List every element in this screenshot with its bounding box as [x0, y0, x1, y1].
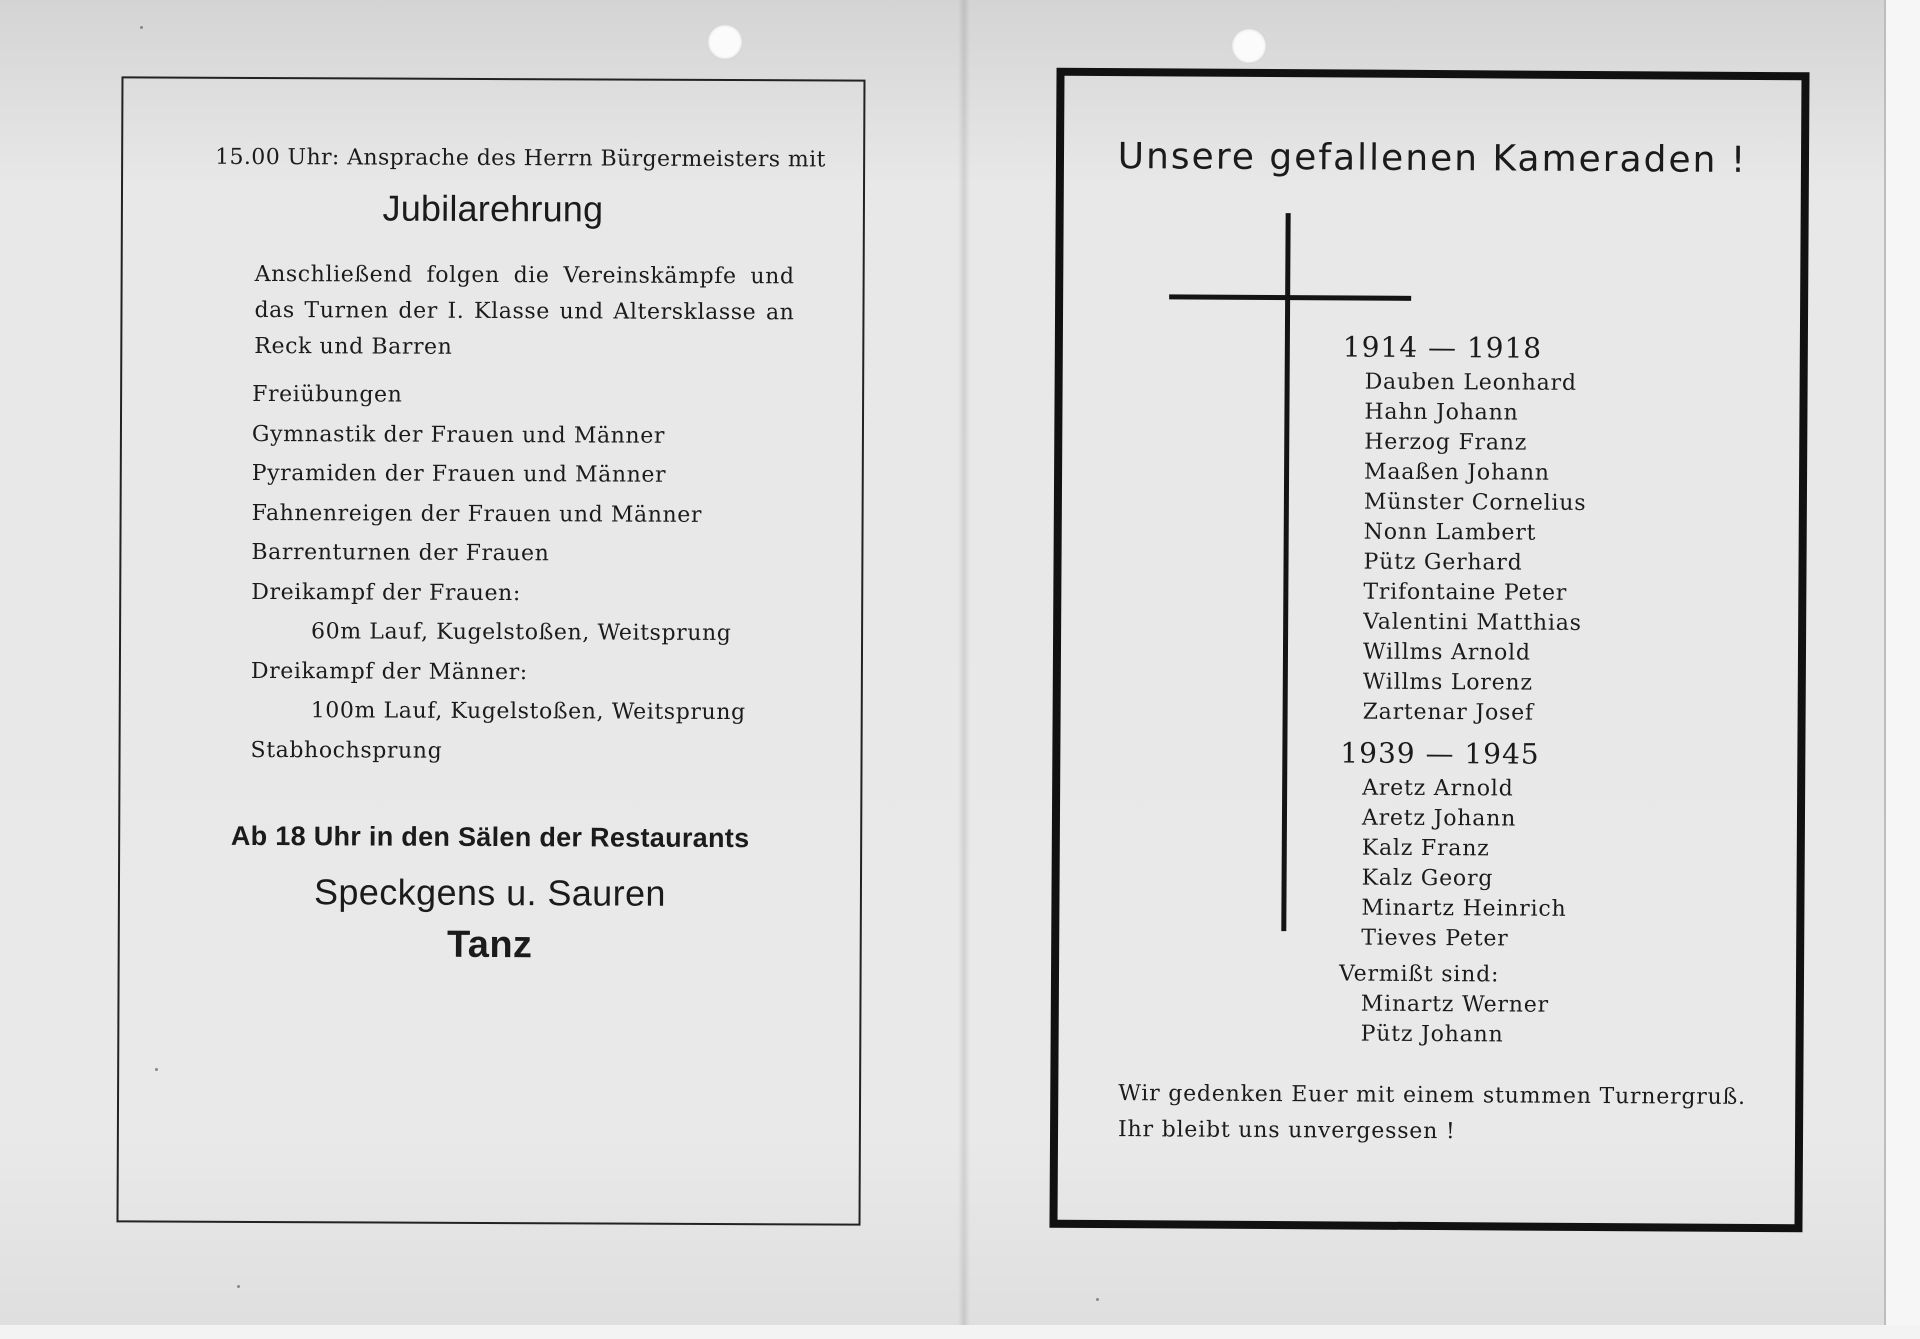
- list-item: Hahn Johann: [1364, 399, 1519, 426]
- names-list-1914: [1341, 367, 1588, 728]
- event-item: Fahnenreigen der Frauen und Männer: [251, 500, 703, 528]
- list-item: Trifontaine Peter: [1363, 579, 1568, 606]
- fallen-list: [1339, 327, 1588, 1056]
- event-item: Pyramiden der Frauen und Männer: [251, 460, 667, 488]
- list-item: Tieves Peter: [1361, 925, 1509, 952]
- right-page: [1049, 68, 1809, 1233]
- closing-line-1: Wir gedenken Euer mit einem stummen Turnergruß.: [1118, 1081, 1746, 1110]
- period-heading: 1914 — 1918: [1342, 330, 1543, 365]
- intro-line: 15.00 Uhr: Ansprache des Herrn Bürgermeisters mit: [215, 144, 826, 173]
- list-item: Maaßen Johann: [1364, 459, 1550, 486]
- left-page: [117, 76, 866, 1225]
- names-list-missing: [1339, 989, 1584, 1050]
- event-item: Barrenturnen der Frauen: [251, 539, 550, 567]
- list-item: Valentini Matthias: [1363, 609, 1582, 636]
- speck: [237, 1285, 240, 1288]
- list-item: Pütz Gerhard: [1363, 549, 1523, 576]
- speck: [140, 26, 143, 29]
- evening-line: Ab 18 Uhr in den Sälen der Restaurants: [230, 820, 750, 854]
- event-item: Gymnastik der Frauen und Männer: [251, 421, 666, 449]
- page-fold: [958, 0, 970, 1339]
- restaurants-line: Speckgens u. Sauren: [313, 871, 666, 914]
- list-item: Pütz Johann: [1360, 1021, 1504, 1048]
- list-item: Willms Arnold: [1362, 639, 1531, 666]
- list-item: Aretz Johann: [1361, 805, 1517, 832]
- paper-edge: [1884, 0, 1920, 1339]
- closing-line-2: Ihr bleibt uns unvergessen !: [1117, 1117, 1456, 1145]
- memorial-title: Unsere gefallenen Kameraden !: [1117, 136, 1748, 181]
- intro-paragraph: Anschließend folgen die Vereinskämpfe und das Turnen der I. Klasse und Altersklasse an Reck und Barren: [254, 261, 795, 360]
- missing-label: Vermißt sind:: [1338, 961, 1500, 988]
- event-subitem: 100m Lauf, Kugelstoßen, Weitsprung: [310, 698, 746, 726]
- event-item: Dreikampf der Frauen:: [251, 579, 521, 606]
- list-item: Herzog Franz: [1364, 429, 1528, 456]
- list-item: Minartz Werner: [1360, 991, 1549, 1018]
- list-item: Münster Cornelius: [1363, 489, 1587, 516]
- punch-hole-left: [707, 24, 743, 60]
- speck: [1096, 1298, 1099, 1301]
- punch-hole-right: [1231, 28, 1267, 64]
- period-heading: 1939 — 1945: [1340, 736, 1540, 771]
- list-item: Dauben Leonhard: [1364, 369, 1577, 396]
- list-item: Aretz Arnold: [1362, 775, 1514, 802]
- list-item: Kalz Franz: [1361, 835, 1490, 862]
- event-list: [250, 375, 747, 772]
- list-item: Minartz Heinrich: [1361, 895, 1567, 922]
- paper-bottom-edge: [0, 1325, 1920, 1339]
- list-item: Zartenar Josef: [1362, 699, 1534, 726]
- event-item: Freiübungen: [252, 381, 403, 408]
- list-item: Nonn Lambert: [1363, 519, 1537, 546]
- event-subitem: 60m Lauf, Kugelstoßen, Weitsprung: [311, 619, 732, 647]
- list-item: Kalz Georg: [1361, 865, 1494, 892]
- list-item: Willms Lorenz: [1362, 669, 1533, 696]
- jubilee-title: Jubilarehrung: [382, 187, 604, 230]
- event-item: Dreikampf der Männer:: [250, 658, 528, 685]
- closing-text: [1118, 1076, 1746, 1152]
- event-item: Stabhochsprung: [250, 737, 443, 764]
- cross-icon-horizontal: [1169, 294, 1411, 300]
- names-list-1939: [1339, 773, 1585, 954]
- dance-line: Tanz: [446, 923, 533, 967]
- cross-icon-vertical: [1281, 213, 1290, 931]
